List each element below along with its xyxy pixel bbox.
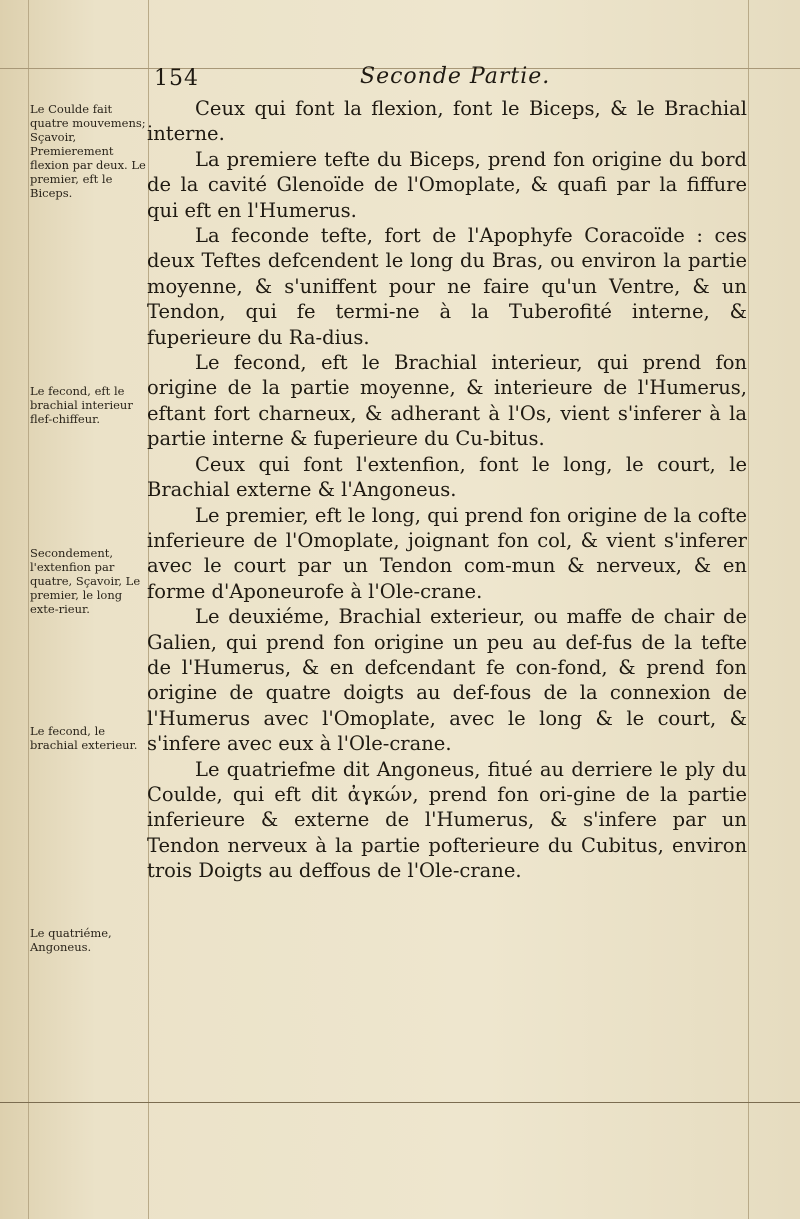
paragraph: La premiere tefte du Biceps, prend fon origine du bord de la cavité Glenoïde de l'Omoplate, & quafi par la fiffure qui eft en l'Humerus. <box>147 147 747 222</box>
paragraph: La feconde tefte, fort de l'Apophyfe Coracoïde : ces deux Teftes defcendent le long du Bras, ou environ la partie moyenne, & s'uniffent pour ne faire qu'un Ventre, & un Tendon, qui fe termi-ne à la Tuberofité interne, & fuperieure du Ra-dius. <box>147 224 747 349</box>
margin-notes <box>30 94 148 994</box>
paragraph: Le quatriefme dit Angoneus, fitué au derriere le ply du Coulde, qui eft dit ἀγκών, prend fon ori-gine de la partie inferieure & externe de l'Humerus, & s'infere par un Tendon nerveux à la partie pofterieure du Cubitus, environ trois Doigts au deffous de l'Ole-crane. <box>147 757 747 883</box>
main-text <box>147 96 747 884</box>
guide-line <box>748 0 749 1219</box>
bottom-rule <box>0 1102 800 1103</box>
paragraph: Le deuxiéme, Brachial exterieur, ou maffe de chair de Galien, qui prend fon origine un peu au def-fus de la tefte de l'Humerus, & en defcendant fe con-fond, & prend fon origine de quatre doigts au def-fous de la connexion de l'Humerus avec l'Omoplate, avec le long & le court, & s'infere avec eux à l'Ole-crane. <box>147 605 747 756</box>
paragraph: Ceux qui font la flexion, font le Biceps, & le Brachial interne. <box>147 97 747 146</box>
margin-note: Le fecond, le brachial exterieur. <box>30 724 138 752</box>
guide-line <box>28 0 29 1219</box>
page-header <box>150 62 750 94</box>
paragraph: Le fecond, eft le Brachial interieur, qui prend fon origine de la partie moyenne, & interieure de l'Humerus, eftant fort charneux, & adherant à l'Os, vient s'inferer à la partie interne & fuperieure du Cu-bitus. <box>147 351 747 451</box>
paragraph: Ceux qui font l'extenfion, font le long, le court, le Brachial externe & l'Angoneus. <box>147 452 747 502</box>
running-title: Seconde Partie. <box>360 64 551 89</box>
paragraph: Le premier, eft le long, qui prend fon origine de la cofte inferieure de l'Omoplate, joignant fon col, & vient s'inferer avec le court par un Tendon com-mun & nerveux, & en forme d'Aponeurofe à l'Ole-crane. <box>147 503 747 603</box>
margin-note: Le quatriéme, Angoneus. <box>30 926 112 954</box>
margin-note: Le fecond, eft le brachial interieur flef-chiffeur. <box>30 384 133 426</box>
page-number: 154 <box>154 66 199 91</box>
margin-note: Le Coulde fait quatre mouvemens; Sçavoir, Premierement flexion par deux. Le premier, eft le Biceps. <box>30 102 146 200</box>
margin-note: Secondement, l'extenfion par quatre, Sçavoir, Le premier, le long exte-rieur. <box>30 546 141 616</box>
